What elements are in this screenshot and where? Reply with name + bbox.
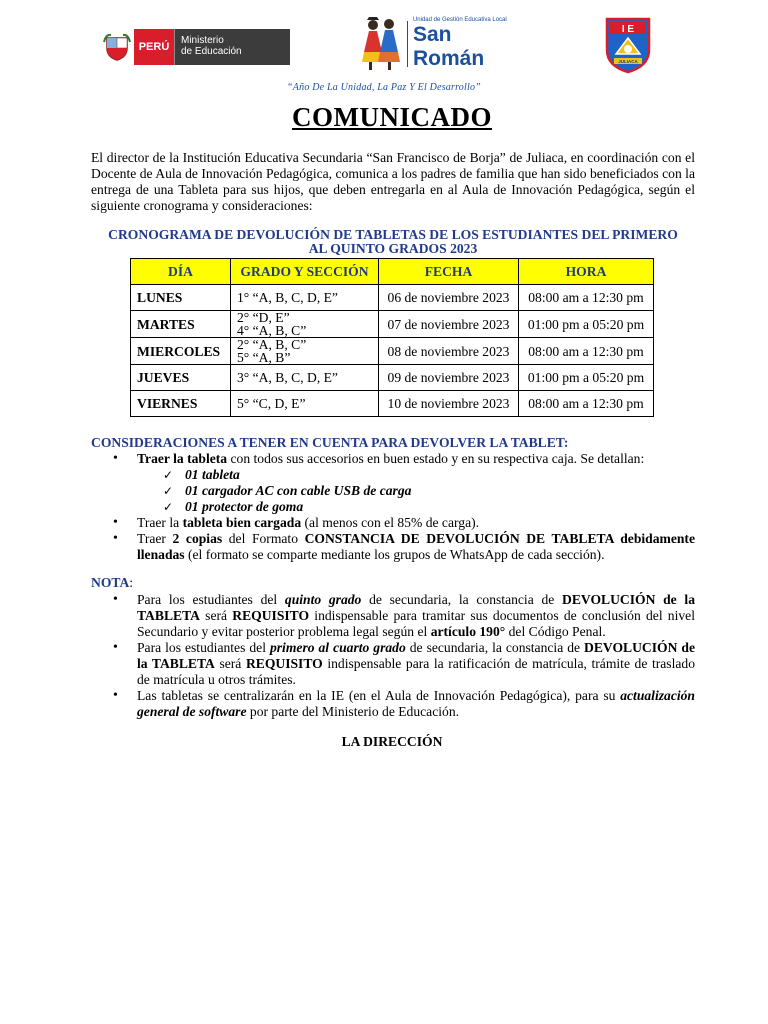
ie-shield-logo xyxy=(604,16,652,74)
list-item xyxy=(91,688,695,720)
item-text: indispensable para tramitar sus documentos de conclusión del nivel Secundario y evitar posterior problema legal según el xyxy=(137,608,695,639)
item-text: por parte del Ministerio de Educación. xyxy=(246,704,460,719)
row-day: JUEVES xyxy=(131,365,231,391)
grade-line: 2° “A, B, C” xyxy=(237,337,307,352)
list-item xyxy=(91,451,695,467)
considerations-list xyxy=(91,451,695,563)
bold-text: CONSTANCIA DE DEVOLUCIÓN DE TABLETA debidamente llenadas xyxy=(137,531,695,562)
item-text: Para los estudiantes del xyxy=(137,640,270,655)
item-text: indispensable para la ratificación de matrícula, trámite de traslado de matrícula u otros trámites. xyxy=(137,656,696,687)
header-fecha: FECHA xyxy=(379,259,519,285)
grade-line: 1° “A, B, C, D, E” xyxy=(237,290,338,305)
item-text: de secundaria, la constancia de xyxy=(405,640,585,655)
ugel-subtitle: Unidad de Gestión Educativa Local xyxy=(412,17,507,23)
emphasis-text: primero al cuarto grado xyxy=(269,640,406,655)
schedule-title-line2: AL QUINTO GRADOS 2023 xyxy=(308,241,478,256)
item-text: de secundaria, la constancia de xyxy=(361,592,563,607)
row-day: MARTES xyxy=(131,311,231,338)
bold-text: DEVOLUCIÓN de la TABLETA xyxy=(137,592,695,623)
peru-coat-of-arms-icon xyxy=(100,29,134,65)
ugel-san-roman-logo xyxy=(360,14,525,74)
ministerio-educacion-logo xyxy=(100,29,290,65)
ministerio-line1: Ministerio xyxy=(181,35,224,46)
nota-word: NOTA xyxy=(91,575,130,590)
item-text: (al menos con el 85% de carga). xyxy=(301,515,480,530)
emphasis-text: actualización general de software xyxy=(137,688,695,719)
header-dia: DÍA xyxy=(131,259,231,285)
bold-text: 2 copias xyxy=(172,531,223,546)
row-hour: 01:00 pm a 05:20 pm xyxy=(519,311,654,338)
list-item xyxy=(91,640,695,688)
list-item xyxy=(91,515,695,531)
item-text: Para los estudiantes del xyxy=(137,592,285,607)
table-row xyxy=(131,391,654,417)
item-text: del Código Penal. xyxy=(505,624,606,639)
page-title: COMUNICADO xyxy=(292,102,492,132)
item-text: con todos sus accesorios en buen estado y en su respectiva caja. Se detallan: xyxy=(227,451,645,466)
emphasis-text: quinto grado xyxy=(284,592,362,607)
schedule-title xyxy=(91,228,695,256)
row-hour: 01:00 pm a 05:20 pm xyxy=(519,365,654,391)
row-date: 06 de noviembre 2023 xyxy=(379,285,519,311)
row-date: 08 de noviembre 2023 xyxy=(379,338,519,365)
row-day: LUNES xyxy=(131,285,231,311)
header-hora: HORA xyxy=(519,259,654,285)
check-item: ✓ 01 tableta xyxy=(91,467,695,483)
year-motto: “Año De La Unidad, La Paz Y El Desarrollo” xyxy=(287,82,481,93)
item-text: Traer la xyxy=(137,515,183,530)
table-row xyxy=(131,365,654,391)
ie-letters: I E xyxy=(621,24,635,35)
letterhead xyxy=(0,12,768,77)
nota-label xyxy=(91,575,133,591)
row-grade xyxy=(231,365,379,391)
row-date: 10 de noviembre 2023 xyxy=(379,391,519,417)
header-grado: GRADO Y SECCIÓN xyxy=(231,259,379,285)
row-grade xyxy=(231,391,379,417)
considerations-title: CONSIDERACIONES A TENER EN CUENTA PARA DEVOLVER LA TABLET: xyxy=(91,435,569,450)
item-text: será xyxy=(214,656,246,671)
row-hour: 08:00 am a 12:30 pm xyxy=(519,338,654,365)
grade-line: 2° “D, E” xyxy=(237,310,290,325)
ugel-name: San Román xyxy=(412,23,485,70)
nota-list xyxy=(91,592,695,720)
ministerio-line2: de Educación xyxy=(181,46,242,57)
bold-text: REQUISITO xyxy=(245,656,323,671)
item-text: del Formato xyxy=(222,531,305,546)
schedule-title-line1: CRONOGRAMA DE DEVOLUCIÓN DE TABLETAS DE LOS ESTUDIANTES DEL PRIMERO xyxy=(108,227,678,242)
bold-text: artículo 190° xyxy=(430,624,506,639)
table-row xyxy=(131,311,654,338)
ugel-divider xyxy=(407,21,408,67)
peru-label: PERÚ xyxy=(134,29,174,65)
grade-line: 4° “A, B, C” xyxy=(237,323,307,338)
table-header-row xyxy=(131,259,654,285)
nota-colon: : xyxy=(129,575,134,590)
table-row xyxy=(131,338,654,365)
item-text: (el formato se comparte mediante los grupos de WhatsApp de cada sección). xyxy=(184,547,605,562)
item-text: Las tabletas se centralizarán en la IE (en el Aula de Innovación Pedagógica), para su xyxy=(137,688,621,703)
signature: LA DIRECCIÓN xyxy=(341,734,443,749)
grade-line: 5° “C, D, E” xyxy=(237,396,306,411)
row-grade xyxy=(231,311,379,338)
item-text: será xyxy=(199,608,233,623)
row-grade xyxy=(231,338,379,365)
row-hour: 08:00 am a 12:30 pm xyxy=(519,391,654,417)
row-day: MIERCOLES xyxy=(131,338,231,365)
check-item: ✓ 01 cargador AC con cable USB de carga xyxy=(91,483,695,499)
row-grade xyxy=(231,285,379,311)
ministerio-label xyxy=(174,29,290,65)
bold-text: tableta bien cargada xyxy=(182,515,302,530)
bold-text: Traer la tableta xyxy=(137,451,228,466)
table-row xyxy=(131,285,654,311)
item-text: Traer xyxy=(137,531,173,546)
row-date: 07 de noviembre 2023 xyxy=(379,311,519,338)
ie-caption: JULIACA xyxy=(618,59,638,64)
schedule-table xyxy=(130,258,654,417)
check-item: ✓ 01 protector de goma xyxy=(91,499,695,515)
row-hour: 08:00 am a 12:30 pm xyxy=(519,285,654,311)
grade-line: 5° “A, B” xyxy=(237,350,291,365)
list-item xyxy=(91,531,695,563)
row-date: 09 de noviembre 2023 xyxy=(379,365,519,391)
ugel-text xyxy=(413,17,525,71)
list-item xyxy=(91,592,695,640)
grade-line: 3° “A, B, C, D, E” xyxy=(237,370,338,385)
intro-paragraph: El director de la Institución Educativa Secundaria “San Francisco de Borja” de Juliaca, en coordinación con el Docente de Aula de Innovación Pedagógica, comunica a los padres de familia que han sido beneficiados con la entrega de una Tableta para sus hijos, que deben entregarla en al Aula de Innovación Pedagógica, según el siguiente cronograma y consideraciones: xyxy=(91,150,695,213)
bold-text: REQUISITO xyxy=(232,608,310,623)
dancers-icon xyxy=(360,16,402,72)
bold-text: DEVOLUCIÓN de la TABLETA xyxy=(137,640,695,671)
row-day: VIERNES xyxy=(131,391,231,417)
